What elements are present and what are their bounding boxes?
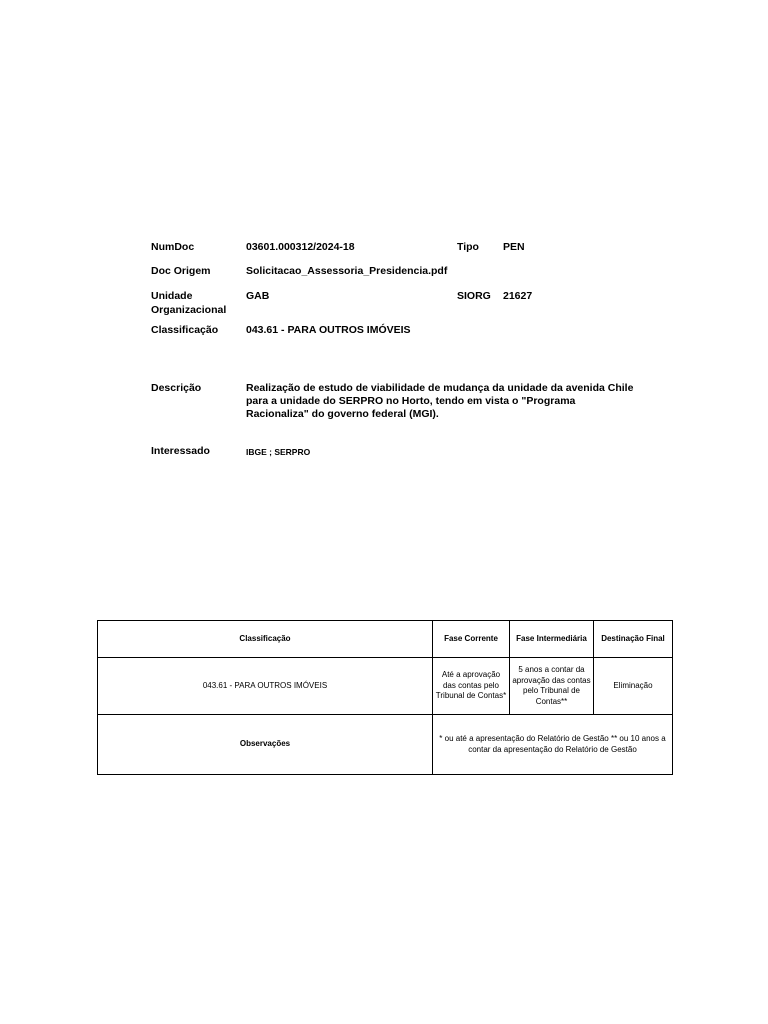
classificacao-label: Classificação	[151, 324, 219, 336]
unidade-label-line1: Unidade	[151, 290, 193, 302]
cell-fase-corrente: Até a aprovação das contas pelo Tribunal de Contas*	[433, 658, 510, 715]
header-classificacao: Classificação	[98, 621, 433, 658]
interessado-label: Interessado	[151, 445, 210, 457]
header-fase-corrente: Fase Corrente	[433, 621, 510, 658]
doc-origem-value: Solicitacao_Assessoria_Presidencia.pdf	[246, 265, 448, 277]
header-fase-intermediaria: Fase Intermediária	[510, 621, 594, 658]
descricao-label: Descrição	[151, 382, 202, 394]
interessado-value: IBGE ; SERPRO	[246, 447, 311, 457]
unidade-value: GAB	[246, 290, 270, 302]
observacoes-label: Observações	[98, 715, 433, 775]
observacoes-value: * ou até a apresentação do Relatório de Gestão ** ou 10 anos a contar da apresentação do Relatório de Gestão	[433, 715, 673, 775]
cell-fase-intermediaria: 5 anos a contar da aprovação das contas pelo Tribunal de Contas**	[510, 658, 594, 715]
numdoc-value: 03601.000312/2024-18	[246, 241, 355, 253]
cell-classificacao: 043.61 - PARA OUTROS IMÓVEIS	[98, 658, 433, 715]
cell-destinacao-final: Eliminação	[594, 658, 673, 715]
unidade-label-line2: Organizacional	[151, 304, 227, 316]
siorg-value: 21627	[503, 290, 533, 302]
unidade-label	[151, 290, 226, 317]
classification-table	[97, 620, 673, 775]
numdoc-label: NumDoc	[151, 241, 195, 253]
tipo-label: Tipo	[457, 241, 479, 253]
table-header-row	[98, 621, 673, 658]
header-destinacao-final: Destinação Final	[594, 621, 673, 658]
observacoes-row	[98, 715, 673, 775]
siorg-label: SIORG	[457, 290, 491, 302]
descricao-value: Realização de estudo de viabilidade de mudança da unidade da avenida Chile para a unidade do SERPRO no Horto, tendo em vista o "Programa Racionaliza" do governo federal (MGI).	[246, 382, 634, 420]
table-row	[98, 658, 673, 715]
doc-origem-label: Doc Origem	[151, 265, 211, 277]
classificacao-value: 043.61 - PARA OUTROS IMÓVEIS	[246, 324, 411, 336]
tipo-value: PEN	[503, 241, 525, 253]
